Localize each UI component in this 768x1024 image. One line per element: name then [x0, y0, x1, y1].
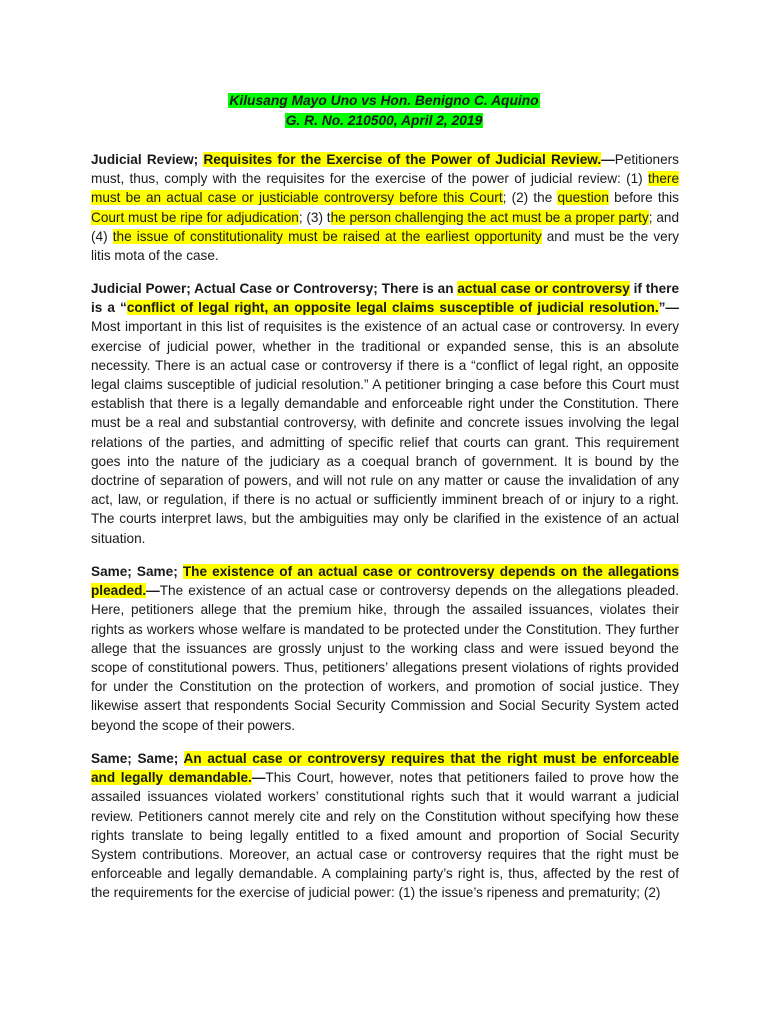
case-citation: [0, 111, 768, 131]
paragraph-same-enforceable: [91, 749, 679, 903]
body-text: ; (2) the: [502, 190, 558, 206]
em-dash: —: [601, 152, 615, 167]
paragraph-lead: ”—: [658, 300, 680, 316]
highlight-question: question: [557, 190, 609, 206]
case-title: [0, 91, 768, 111]
paragraph-lead: Same; Same;: [91, 564, 183, 579]
highlight-conflict: conflict of legal right, an opposite legal claims susceptible of judicial resolution.: [126, 300, 659, 316]
highlight-requisite-1: there must be an actual case or justiciable controversy before this Court: [91, 171, 679, 206]
paragraph-lead: Same; Same;: [91, 751, 184, 766]
paragraph-lead: Judicial Review;: [91, 152, 199, 167]
body-text: ; and (4): [91, 209, 680, 244]
highlighted-heading: An actual case or controversy requires that the right must be enforceable and legally demandable.: [91, 751, 679, 786]
paragraph-judicial-power: [91, 279, 679, 548]
body-text: This Court, however, notes that petitioners failed to prove how the assailed issuances violated workers’ constitutional rights such that it would warrant a judicial review. Petitioners cannot merely cite and rely on the Constitution without specifying how these rights translate to being legally entitled to a fixed amount and proportion of Social Security System contributions. Moreover, an actual case or controversy requires that the right must be enforceable and legally demandable. A complaining party’s right is, thus, affected by the rest of the requirements for the exercise of judicial power: (1) the issue’s ripeness and prematurity; (2): [91, 770, 679, 901]
highlight-requisite-4: the issue of constitutionality must be raised at the earliest opportunity: [112, 228, 542, 244]
highlighted-heading: Requisites for the Exercise of the Power of Judicial Review.: [203, 152, 602, 167]
body-text: Most important in this list of requisites is the existence of an actual case or controversy. In every exercise of judicial power, whether in the traditional or expanded sense, this is an absolute necessity. There is an actual case or controversy if there is a “conflict of legal right, an opposite legal claims susceptible of judicial resolution.” A petitioner bringing a case before this Court must establish that there is a legally demandable and enforceable right under the Constitution. There must be a real and substantial controversy, with definite and concrete issues involving the legal relations of the parties, and admitting of specific relief that courts can grant. This requirement goes into the nature of the judiciary as a coequal branch of government. It is bound by the doctrine of separation of powers, and will not rule on any matter or cause the invalidation of any act, law, or regulation, if there is no actual or sufficiently imminent breach of or injury to a right. The courts interpret laws, but the ambiguities may only be clarified in the existence of an actual situation.: [91, 319, 679, 546]
paragraph-lead: if there is a “: [91, 281, 679, 316]
paragraph-lead: Judicial Power; Actual Case or Controversy; There is an: [91, 281, 458, 296]
highlighted-heading: The existence of an actual case or controversy depends on the allegations pleaded.: [91, 564, 680, 599]
body-text: Petitioners must, thus, comply with the requisites for the exercise of the power of judicial review: (1): [91, 152, 679, 187]
body-text: ; (3) t: [298, 209, 331, 225]
highlight-requisite-3: he person challenging the act must be a proper party: [330, 209, 649, 225]
body-text: before this: [608, 190, 679, 206]
highlight-requisite-2: Court must be ripe for adjudication: [91, 209, 299, 225]
body-text: and must be the very litis mota of the case.: [91, 228, 680, 264]
em-dash: —: [146, 583, 160, 599]
paragraph-judicial-review: [91, 150, 679, 265]
case-title-line1: Kilusang Mayo Uno vs Hon. Benigno C. Aquino: [229, 93, 539, 108]
em-dash: —: [251, 770, 266, 786]
body-text: The existence of an actual case or controversy depends on the allegations pleaded. Here, petitioners allege that the premium hike, through the assailed issuances, violates their rights as workers whose welfare is mandated to be protected under the Constitution. They further allege that the issuances are grossly unjust to the working class and were issued beyond the scope of constitutional powers. Thus, petitioners’ allegations present violations of rights provided for under the Constitution on the protection of workers, and promotion of social justice. They likewise assert that respondents Social Security Commission and Social Security System acted beyond the scope of their powers.: [91, 583, 679, 733]
paragraph-same-allegations: [91, 562, 679, 735]
case-citation-line2: G. R. No. 210500, April 2, 2019: [285, 113, 483, 128]
highlight-actual-case: actual case or controversy: [457, 281, 630, 296]
